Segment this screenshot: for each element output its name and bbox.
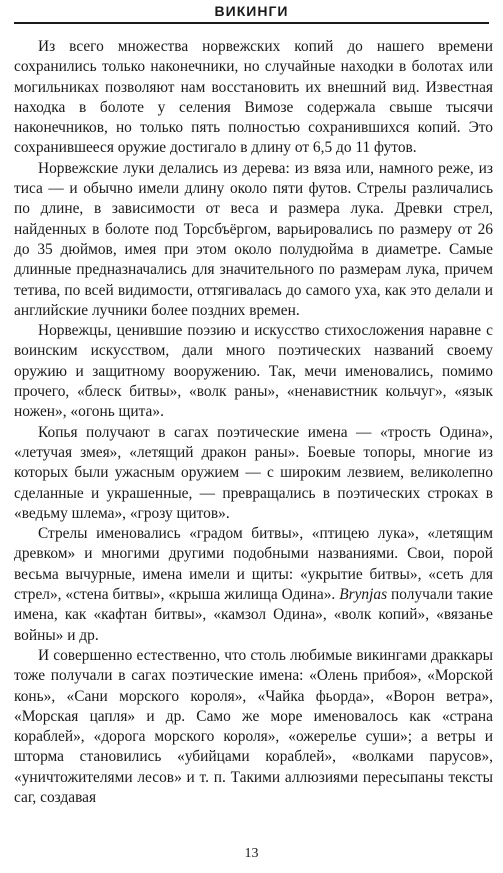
paragraph-text: Стрелы именовались «градом битвы», «птицею лука», «летящим древком» и многими другими подобными названиями. Свои, порой весьма вычурные, имена имели и щиты: «укрытие битвы», «сеть для стрел», «стена битвы», «крыша жилища Одина». — [14, 525, 493, 604]
paragraph-text: получали такие имена, как «кафтан битвы», «камзол Одина», «волк копий», «вязанье войны» и др. — [14, 586, 493, 644]
paragraph: Норвежцы, ценившие поэзию и искусство стихосложения наравне с воинским искусством, дали много поэтических названий своему оружию и защитному вооружению. Так, мечи именовались, помимо прочего, «блеск битвы», «волк раны», «ненавистник кольчуг», «язык ножен», «огонь щита». — [14, 322, 493, 421]
paragraph: Копья получают в сагах поэтические имена — «трость Одина», «летучая змея», «летящий дракон раны». Боевые топоры, многие из которых были ужасным оружием — с широким лезвием, великолепно сделанные и украшенные, — превращались в поэтических строках в «ведьму шлема», «грозу щитов». — [14, 423, 493, 522]
paragraph: Норвежские луки делались из дерева: из вяза или, намного реже, из тиса — и обычно имели длину около пяти футов. Стрелы различались по длине, в зависимости от веса и размера лука. Древки стрел, найденных в болоте под Торсбъёргом, варьировались по размеру от 26 до 35 дюймов, имея при этом около полудюйма в диаметре. Самые длинные предназначались для значительного по размерам лука, причем тетива, по всей видимости, оттягивалась до самого уха, как это делали и английские лучники более поздних времен. — [14, 159, 493, 319]
paragraph: Из всего множества норвежских копий до нашего времени сохранились только наконечники, но случайные находки в болотах или могильниках позволяют нам восстановить их внешний вид. Известная находка в болоте у селения Вимозе содержала свыше тысячи наконечников, но только пять полностью сохранившихся копий. Это сохранившееся оружие достигало в длину от 6,5 до 11 футов. — [14, 38, 493, 157]
running-header — [14, 0, 489, 24]
italic-term: Brynjas — [339, 586, 388, 604]
page-number: 13 — [244, 846, 259, 861]
paragraph — [14, 524, 493, 646]
body-text — [14, 37, 493, 808]
running-header-title: ВИКИНГИ — [214, 3, 289, 19]
paragraph: И совершенно естественно, что столь любимые викингами драккары тоже получали в сагах поэтические имена: «Олень прибоя», «Морской конь», «Сани морского короля», «Чайка фьорда», «Ворон ветра», «Морская цапля» и др. Само же море именовалось как «страна кораблей», «дорога морского короля», «ожерелье суши»; а ветры и шторма становились «убийцами кораблей», «волками парусов», «уничтожителями лесов» и т. п. Такими аллюзиями пересыпаны тексты саг, создавая — [14, 646, 493, 806]
